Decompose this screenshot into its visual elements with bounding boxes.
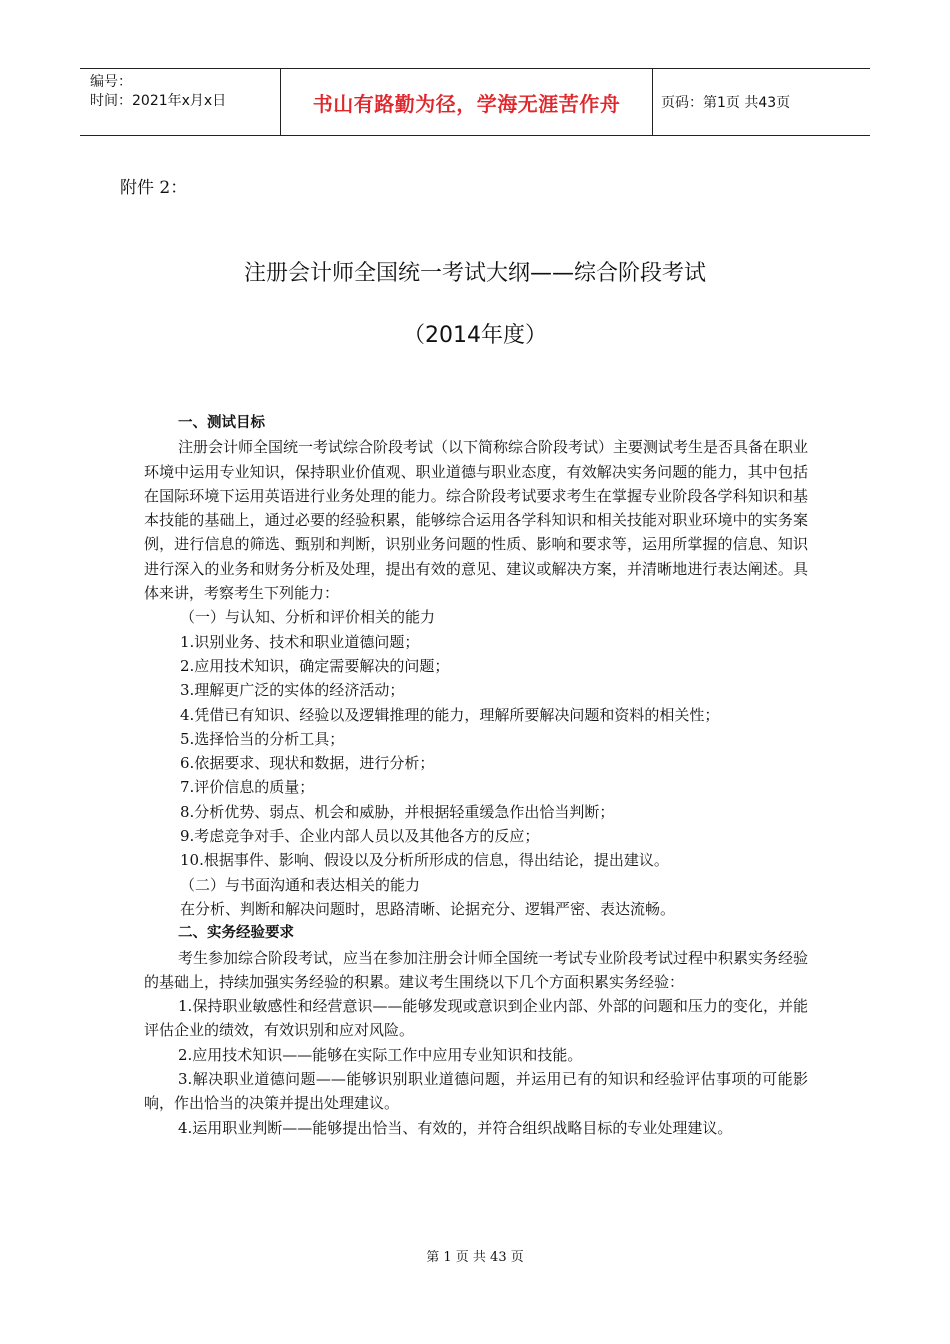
section-paragraph-1: 注册会计师全国统一考试综合阶段考试（以下简称综合阶段考试）主要测试考生是否具备在职业环境中运用专业知识，保持职业价值观、职业道德与职业态度，有效解决实务问题的能力，其中包括在国际环境下运用英语进行业务处理的能力。综合阶段考试要求考生在掌握专业阶段各学科知识和基本技能的基础上，通过必要的经验积累，能够综合运用各学科知识和相关技能对职业环境中的实务案例，进行信息的筛选、甄别和判断，识别业务问题的性质、影响和要求等，运用所掌握的信息、知识进行深入的业务和财务分析及处理，提出有效的意见、建议或解决方案，并清晰地进行表达阐述。具体来讲，考察考生下列能力： bbox=[144, 438, 809, 603]
list-item: 10.根据事件、影响、假设以及分析所形成的信息，得出结论，提出建议。 bbox=[180, 851, 669, 870]
list-item: 4.凭借已有知识、经验以及逻辑推理的能力，理解所要解决问题和资料的相关性； bbox=[180, 705, 720, 724]
list-item: 3.解决职业道德问题——能够识别职业道德问题，并运用已有的知识和经验评估事项的可能影响，作出恰当的决策并提出处理建议。 bbox=[144, 1070, 808, 1113]
list-item: 1.识别业务、技术和职业道德问题； bbox=[180, 632, 420, 651]
section-paragraph-2: 考生参加综合阶段考试，应当在参加注册会计师全国统一考试专业阶段考试过程中积累实务经验的基础上，持续加强实务经验的积累。建议考生围绕以下几个方面积累实务经验： bbox=[144, 948, 809, 991]
header-slogan-cell bbox=[280, 69, 653, 135]
list-item: 2.应用技术知识——能够在实际工作中应用专业知识和技能。 bbox=[178, 1045, 583, 1064]
subsection-heading-2: （二）与书面沟通和表达相关的能力 bbox=[180, 875, 421, 894]
page-footer: 第 1 页 共 43 页 bbox=[426, 1250, 524, 1265]
header-left-cell bbox=[80, 69, 280, 135]
header-table bbox=[80, 68, 870, 136]
list-item: 4.运用职业判断——能够提出恰当、有效的，并符合组织战略目标的专业处理建议。 bbox=[178, 1118, 733, 1137]
document-year: （2014年度） bbox=[403, 323, 547, 348]
list-item: 6.依据要求、现状和数据，进行分析； bbox=[180, 754, 435, 773]
document-number-label: 编号： bbox=[90, 74, 132, 90]
section-heading-1: 一、测试目标 bbox=[178, 415, 265, 431]
list-item: 9.考虑竞争对手、企业内部人员以及其他各方的反应； bbox=[180, 827, 540, 846]
list-item: 3.理解更广泛的实体的经济活动； bbox=[180, 681, 405, 700]
list-item: 2.应用技术知识，确定需要解决的问题； bbox=[180, 656, 450, 675]
list-item: 1.保持职业敏感性和经营意识——能够发现或意识到企业内部、外部的问题和压力的变化，并能评估企业的绩效，有效识别和应对风险。 bbox=[144, 997, 808, 1040]
subsection-text-2: 在分析、判断和解决问题时，思路清晰、论据充分、逻辑严密、表达流畅。 bbox=[180, 899, 676, 918]
list-item: 7.评价信息的质量； bbox=[180, 778, 315, 797]
list-item: 5.选择恰当的分析工具； bbox=[180, 729, 345, 748]
header-slogan: 书山有路勤为径，学海无涯苦作舟 bbox=[312, 91, 621, 116]
header-page-info: 页码：第1页 共43页 bbox=[661, 95, 791, 111]
attachment-label: 附件 2： bbox=[120, 178, 188, 198]
subsection-heading-1: （一）与认知、分析和评价相关的能力 bbox=[180, 608, 436, 627]
document-title: 注册会计师全国统一考试大纲——综合阶段考试 bbox=[243, 261, 706, 286]
section-heading-2: 二、实务经验要求 bbox=[178, 925, 294, 942]
document-time: 时间：2021年x月x日 bbox=[90, 93, 227, 109]
document-body bbox=[144, 411, 808, 1140]
list-item: 8.分析优势、弱点、机会和威胁，并根据轻重缓急作出恰当判断； bbox=[180, 802, 615, 821]
